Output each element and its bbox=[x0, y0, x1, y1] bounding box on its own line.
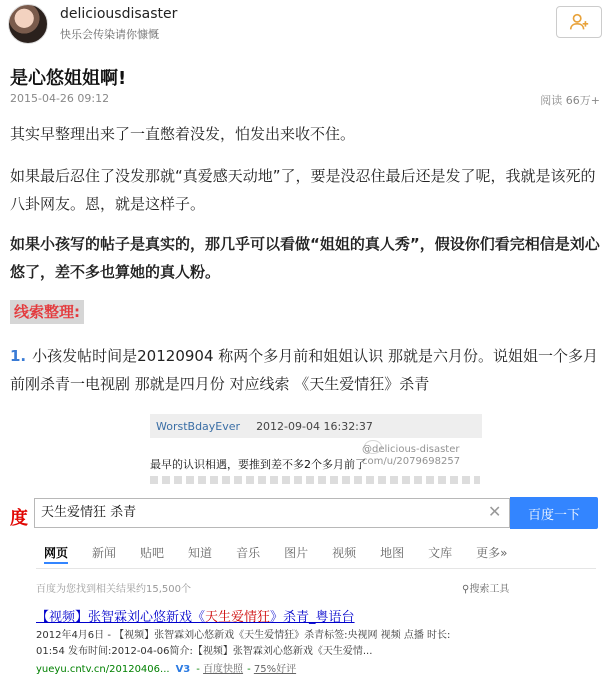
tab-video[interactable]: 视频 bbox=[332, 546, 357, 560]
search-button[interactable]: 百度一下 bbox=[510, 497, 598, 529]
v3-badge[interactable]: V3 bbox=[175, 664, 191, 675]
add-user-icon bbox=[568, 11, 590, 33]
separator: - bbox=[196, 664, 204, 675]
divider bbox=[36, 568, 596, 569]
result-url[interactable]: yueyu.cntv.cn/20120406... bbox=[36, 664, 170, 675]
watermark bbox=[362, 444, 460, 468]
tweet-text: 最早的认识相遇，要推到差不多2个多月前了 bbox=[150, 458, 366, 471]
tweet-cut-off-line bbox=[150, 476, 480, 484]
paragraph: 如果最后忍住了没发那就“真爱感天动地”了，要是没忍住最后还是发了呢，我就是该死的八卦网友。恩，就是这样子。 bbox=[10, 167, 596, 213]
clue-text: 小孩发帖时间是20120904 称两个多月前和姐姐认识 那就是六月份。说姐姐一个多月前刚杀青一电视剧 那就是四月份 对应线索 《天生爱情狂》杀青 bbox=[10, 347, 599, 393]
paragraph: 其实早整理出来了一直憋着没发，怕发出来收不住。 bbox=[10, 125, 356, 143]
search-tools[interactable] bbox=[462, 580, 509, 595]
result-count: 百度为您找到相关结果约15,500个 bbox=[36, 584, 191, 595]
tweet-header bbox=[150, 414, 482, 438]
author-subtitle: 快乐会传染请你慷慨 bbox=[60, 28, 159, 41]
author-avatar[interactable] bbox=[8, 4, 48, 44]
tab-zhidao[interactable]: 知道 bbox=[188, 546, 213, 560]
clue-item bbox=[10, 342, 602, 398]
result-title-highlight: 天生爱情狂 bbox=[205, 610, 271, 625]
result-url-line bbox=[36, 660, 296, 675]
search-input[interactable]: 天生爱情狂 杀青 bbox=[34, 498, 510, 528]
clue-number: 1. bbox=[10, 347, 27, 365]
tweet-timestamp: 2012-09-04 16:32:37 bbox=[256, 419, 373, 433]
post-header bbox=[0, 0, 610, 48]
rating-link[interactable]: 75%好评 bbox=[253, 664, 297, 675]
watermark-line: com/u/2079698257 bbox=[362, 456, 461, 467]
read-count: 阅读 66万+ bbox=[540, 94, 600, 107]
tab-news[interactable]: 新闻 bbox=[92, 546, 117, 560]
snippet-line: 2012年4月6日 - 【视频】张智霖刘心悠新戏《天生爱情狂》杀青标签:央视网 视频 点播 时长: bbox=[36, 630, 451, 641]
result-snippet bbox=[36, 628, 556, 660]
tab-map[interactable]: 地图 bbox=[380, 546, 405, 560]
result-title-link[interactable] bbox=[36, 606, 355, 625]
author-name[interactable]: deliciousdisaster bbox=[60, 6, 178, 22]
separator: - bbox=[247, 664, 254, 675]
watermark-line: @delicious-disaster bbox=[362, 444, 460, 455]
baidu-search-screenshot bbox=[0, 494, 610, 679]
tab-tieba[interactable]: 贴吧 bbox=[140, 546, 165, 560]
baidu-logo: 度 bbox=[10, 508, 28, 529]
tab-images[interactable]: 图片 bbox=[284, 546, 309, 560]
tab-web[interactable]: 网页 bbox=[44, 542, 68, 564]
post-date: 2015-04-26 09:12 bbox=[10, 92, 110, 105]
result-title-part: 【视频】张智霖刘心悠新戏《 bbox=[36, 610, 206, 625]
tab-music[interactable]: 音乐 bbox=[236, 546, 261, 560]
result-title-part: 》杀青_粤语台 bbox=[270, 610, 355, 625]
follow-button[interactable] bbox=[556, 6, 602, 38]
paragraph-bold: 如果小孩写的帖子是真实的，那几乎可以看做“姐姐的真人秀”，假设你们看完相信是刘心悠了，差不多也算她的真人粉。 bbox=[10, 235, 600, 281]
clear-icon[interactable]: ✕ bbox=[488, 502, 502, 521]
tab-wenku[interactable]: 文库 bbox=[428, 546, 453, 560]
tab-more[interactable]: 更多» bbox=[476, 546, 508, 560]
snippet-line: 01:54 发布时间:2012-04-06简介:【视频】张智霖刘心悠新戏《天生爱情... bbox=[36, 646, 373, 657]
snapshot-link[interactable]: 百度快照 bbox=[203, 664, 244, 675]
post-title: 是心悠姐姐啊! bbox=[10, 68, 127, 89]
tweet-username: WorstBdayEver bbox=[156, 419, 241, 433]
funnel-icon: ⚲ bbox=[462, 584, 470, 595]
search-tools-label: 搜索工具 bbox=[469, 584, 510, 595]
clue-heading: 线索整理: bbox=[10, 300, 84, 324]
search-tabs bbox=[44, 542, 531, 564]
